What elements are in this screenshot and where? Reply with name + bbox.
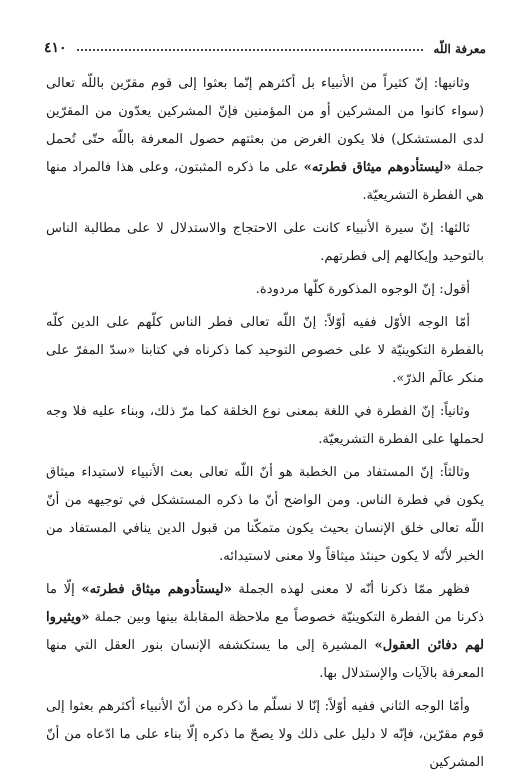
chapter-title: معرفة اللّه [433, 42, 486, 56]
paragraph [46, 309, 484, 393]
text-run: المشيرة إلى ما يستكشفه الإنسان بنور العقل التي منها المعرفة بالآيات والإستدلال بها. [46, 638, 484, 681]
paragraph [46, 576, 484, 688]
paragraph [46, 215, 484, 271]
paragraph [46, 276, 484, 304]
text-run: وثالثاً: إنّ المستفاد من الخطبة هو أنّ اللّه تعالى بعث الأنبياء لاستيداء ميثاق يكون في فطرة الناس. ومن الواضح أنّ ما ذكره المستشكل في توجيهه من أنّ اللّه تعالى خلق الإنسان بحيث يكون متمكّنا من قبول الدين ينافي المستفاد من الخبر لأنّه لا يكون حينئذ ميثاقاً ولا معنى لاستيدائه. [46, 465, 484, 564]
text-run: ثالثها: إنّ سيرة الأنبياء كانت على الاحتجاج والاستدلال لا على مطالبة الناس بالتوحيد وإيكالهم إلى فطرتهم. [46, 221, 484, 264]
text-run: إلّا ما ذكرنا من الفطرة التكوينيّة خصوصاً مع ملاحظة المقابلة بينها وبين جملة [46, 582, 484, 625]
text-run: وثانياً: إنّ الفطرة في اللغة بمعنى نوع الخلقة كما مرّ ذلك، وبناء عليه فلا وجه لحملها على الفطرة التشريعيّة. [46, 404, 484, 447]
text-run: فظهر ممّا ذكرنا أنّه لا معنى لهذه الجملة [231, 582, 471, 597]
paragraph [46, 398, 484, 454]
text-run: وثانيها: إنّ كثيراً من الأنبياء بل أكثرهم إنّما بعثوا إلى قوم مقرّين باللّه تعالى (سواء كانوا من المشركين أو من المؤمنين فإنّ المشركين يعدّون من المقرّين لدى المستشكل) فلا يكون الغرض من بعثتهم حصول المعرفة باللّه حتّى تُحمل جملة [46, 76, 485, 175]
paragraph [46, 459, 484, 571]
text-run: أمّا الوجه الأوّل ففيه أوّلاً: إنّ اللّه تعالى فطر الناس كلّهم على الدين كلّه بالفطرة التكوينيّة لا على خصوص التوحيد كما ذكرناه في كتابنا «سدّ المفرّ على منكر عالَم الذرّ». [46, 315, 484, 386]
quoted-phrase: «ليستأدوهم ميثاق فطرته» [303, 160, 452, 175]
text-run: على ما ذكره المثبتون، وعلى هذا فالمراد منها هي الفطرة التشريعيّة. [46, 160, 484, 203]
text-run: أقول: إنّ الوجوه المذكورة كلّها مردودة. [255, 282, 470, 297]
page-body [46, 70, 485, 770]
quoted-phrase: «ويثيروا لهم دفائن العقول» [46, 610, 484, 653]
page-header [44, 34, 486, 56]
text-run: وأمّا الوجه الثاني ففيه أوّلاً: إنّا لا نسلّم ما ذكره من أنّ الأنبياء أكثرهم بعثوا إلى قوم مقرّين، فإنّه لا دليل على ذلك ولا يصحّ ما ذكره إلّا بناء على ما ادّعاه من أنّ المشركين [46, 699, 484, 770]
paragraph [46, 70, 484, 210]
quoted-phrase: «ليستأدوهم ميثاق فطرته» [81, 582, 232, 597]
page-number: ٤١٠ [44, 40, 67, 56]
paragraph [46, 693, 484, 777]
header-dotted-rule [77, 48, 424, 51]
